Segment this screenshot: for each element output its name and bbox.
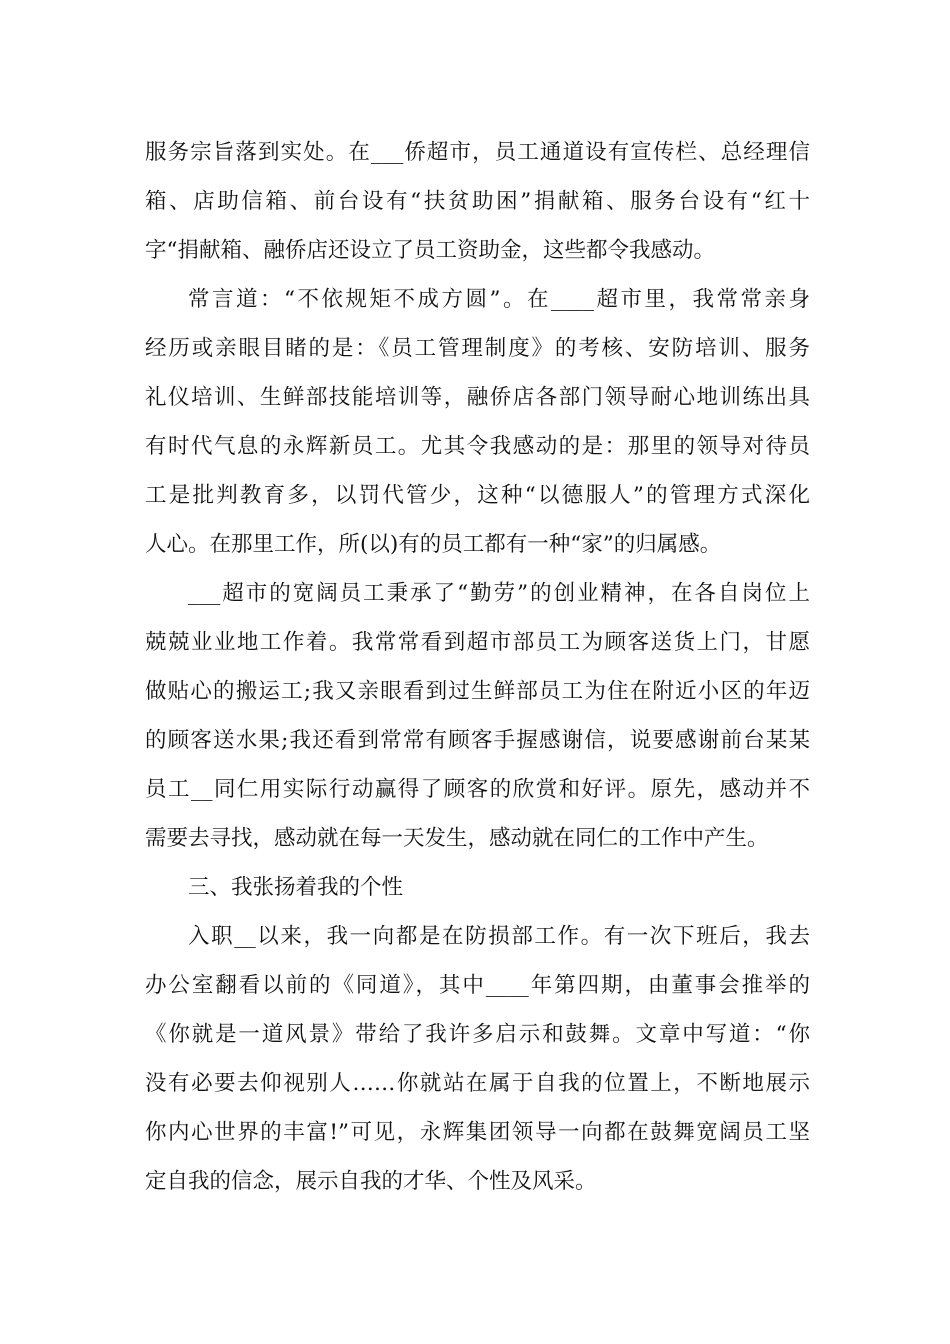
paragraph-line: 字“捐献箱、融侨店还设立了员工资助金，这些都令我感动。 [145,238,715,263]
document-body [145,128,810,1206]
paragraph-line: 人心。在那里工作，所(以)有的员工都有一种“家”的归属感。 [145,532,722,557]
paragraph-line: 员工__同仁用实际行动赢得了顾客的欣赏和好评。原先，感动并不 [145,777,810,802]
paragraph-line: 需要去寻找，感动就在每一天发生，感动就在同仁的工作中产生。 [145,826,769,851]
paragraph-line: 兢兢业业地工作着。我常常看到超市部员工为顾客送货上门，甘愿 [145,630,810,655]
paragraph-line: 办公室翻看以前的《同道》，其中____年第四期，由董事会推举的 [145,973,810,998]
paragraph-line: 经历或亲眼目睹的是：《员工管理制度》的考核、安防培训、服务 [145,336,810,361]
paragraph-line: 服务宗旨落到实处。在___侨超市，员工通道设有宣传栏、总经理信 [145,140,810,165]
section-heading: 三、我张扬着我的个性 [188,875,404,900]
paragraph-line: 《你就是一道风景》带给了我许多启示和鼓舞。文章中写道：“你 [145,1022,810,1047]
paragraph-line: 工是批判教育多，以罚代管少，这种“以德服人”的管理方式深化 [145,483,810,508]
paragraph-line: 礼仪培训、生鲜部技能培训等，融侨店各部门领导耐心地训练出具 [145,385,810,410]
paragraph-line: 入职__以来，我一向都是在防损部工作。有一次下班后，我去 [188,924,810,949]
paragraph-line: 没有必要去仰视别人……你就站在属于自我的位置上，不断地展示 [145,1071,810,1096]
paragraph-line: 的顾客送水果;我还看到常常有顾客手握感谢信，说要感谢前台某某 [145,728,810,753]
paragraph-line: 做贴心的搬运工;我又亲眼看到过生鲜部员工为住在附近小区的年迈 [145,679,810,704]
paragraph-line: 定自我的信念，展示自我的才华、个性及风采。 [145,1169,597,1194]
paragraph-line: 箱、店助信箱、前台设有“扶贫助困”捐献箱、服务台设有“红十 [145,189,810,214]
paragraph-line: 常言道：“不依规矩不成方圆”。在____超市里，我常常亲身 [188,287,810,312]
paragraph-line: 你内心世界的丰富!”可见，永辉集团领导一向都在鼓舞宽阔员工坚 [145,1120,810,1145]
paragraph-line: ___超市的宽阔员工秉承了“勤劳”的创业精神，在各自岗位上 [188,581,810,606]
paragraph-line: 有时代气息的永辉新员工。尤其令我感动的是：那里的领导对待员 [145,434,810,459]
